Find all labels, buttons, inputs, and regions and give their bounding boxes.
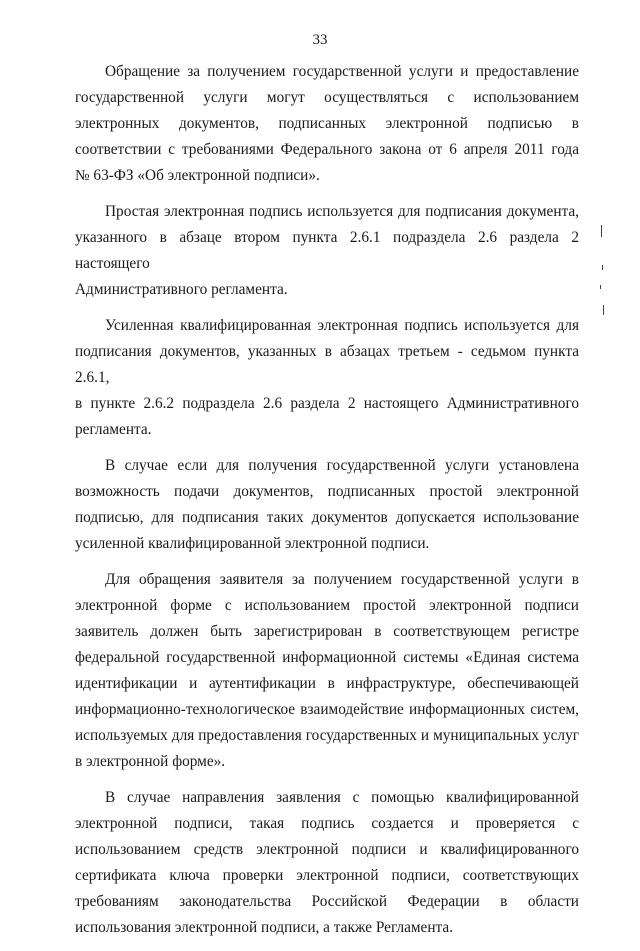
text-line: № 63-ФЗ «Об электронной подписи». [75,167,320,184]
text-line: Обращение за получением государственной услуги и предоставление [105,63,579,80]
text-line: возможность подачи документов, подписанных простой электронной [75,483,579,500]
text-line: требованиям законодательства Российской Федерации в области [75,893,579,910]
document-body [75,59,579,951]
page-number: 33 [312,32,328,48]
text-line: электронной подписи, такая подпись создается и проверяется с [75,815,579,832]
scan-margin-marks [598,225,608,335]
text-line: электронных документов, подписанных электронной подписью в [75,115,579,132]
paragraph [75,199,579,303]
text-line: в электронной форме». [75,753,226,770]
text-line: В случае направления заявления с помощью квалифицированной [105,789,579,806]
text-line: информационно-технологическое взаимодействие информационных систем, [75,701,579,718]
text-line: заявитель должен быть зарегистрирован в соответствующем регистре [75,623,579,640]
text-line: использования электронной подписи, а также Регламента. [75,919,454,936]
text-line: Простая электронная подпись используется для подписания документа, [105,203,579,220]
text-line: Административного регламента. [75,281,288,298]
text-line: государственной услуги могут осуществляться с использованием [75,89,579,106]
text-line: федеральной государственной информационной системы «Единая система [75,649,579,666]
text-line: использованием средств электронной подписи и квалифицированного [75,841,579,858]
paragraph [75,313,579,443]
text-line: регламента. [75,421,152,438]
paragraph [75,453,579,557]
text-line: сертификата ключа проверки электронной подписи, соответствующих [75,867,579,884]
text-line: в пункте 2.6.2 подраздела 2.6 раздела 2 настоящего Административного [75,395,579,412]
paragraph [75,59,579,189]
paragraph [75,567,579,775]
text-line: подписью, для подписания таких документов допускается использование [75,509,579,526]
text-line: усиленной квалифицированной электронной подписи. [75,535,430,552]
text-line: В случае если для получения государственной услуги установлена [105,457,579,474]
text-line: Для обращения заявителя за получением государственной услуги в [105,571,579,588]
paragraph [75,785,579,941]
text-line: идентификации и аутентификации в инфраструктуре, обеспечивающей [75,675,579,692]
text-line: Усиленная квалифицированная электронная подпись используется для [105,317,579,334]
text-line: соответствии с требованиями Федерального закона от 6 апреля 2011 года [75,141,579,158]
text-line: используемых для предоставления государственных и муниципальных услуг [75,727,579,744]
text-line: электронной форме с использованием простой электронной подписи [75,597,579,614]
text-line: подписания документов, указанных в абзацах третьем - седьмом пункта 2.6.1, [75,343,579,386]
text-line: указанного в абзаце втором пункта 2.6.1 подраздела 2.6 раздела 2 настоящего [75,229,579,272]
